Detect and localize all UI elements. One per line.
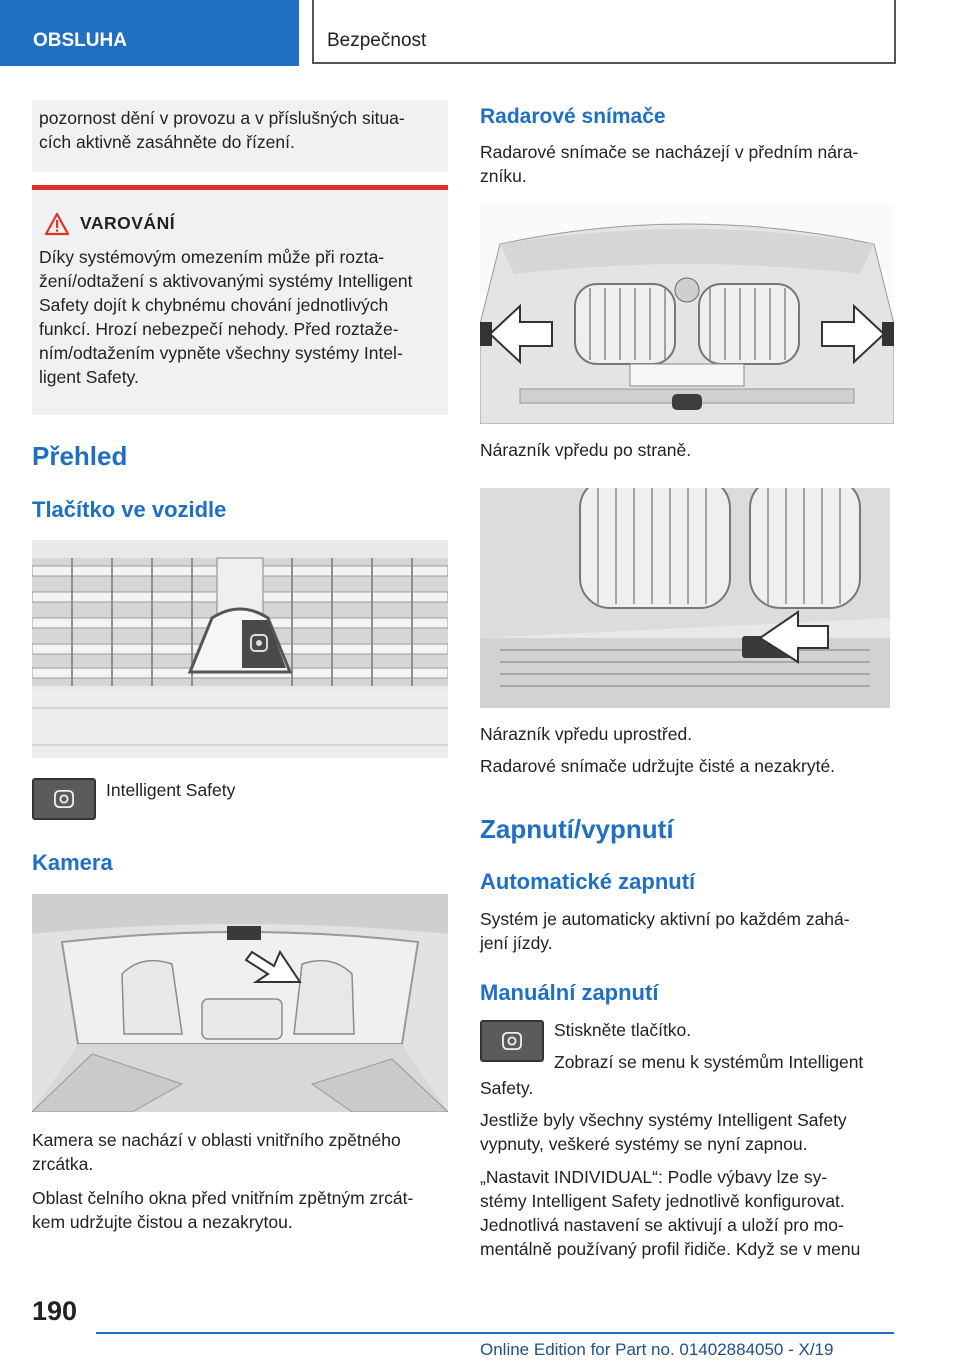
heading-camera: Kamera bbox=[32, 850, 113, 875]
intelligent-safety-button-icon bbox=[32, 778, 96, 820]
section-tab: OBSLUHA bbox=[0, 0, 299, 66]
intro-text bbox=[39, 106, 405, 154]
warning-triangle-icon bbox=[44, 212, 70, 236]
front-bumper-side-image bbox=[480, 204, 894, 424]
grille-button-image bbox=[32, 540, 448, 758]
text-line: Kamera se nachází v oblasti vnitřního zpětného bbox=[32, 1130, 401, 1150]
caption-bumper-center: Nárazník vpředu uprostřed. bbox=[480, 724, 693, 744]
warning-box bbox=[32, 190, 448, 415]
text-line: Safety dojít k chybnému chování jednotlivých bbox=[39, 295, 389, 315]
text-line: Radarové snímače se nacházejí v předním nára- bbox=[480, 142, 859, 162]
text-line: jení jízdy. bbox=[480, 933, 553, 953]
text-line: cích aktivně zasáhněte do řízení. bbox=[39, 132, 295, 152]
camera-clean-text bbox=[32, 1186, 413, 1234]
manual-all-on-text bbox=[480, 1108, 847, 1156]
camera-interior-image bbox=[32, 894, 448, 1112]
heading-overview: Přehled bbox=[32, 441, 128, 471]
warning-title: VAROVÁNÍ bbox=[80, 213, 176, 233]
text-line: Systém je automaticky aktivní po každém zahá- bbox=[480, 909, 850, 929]
text-line: Jestliže byly všechny systémy Intelligent Safety bbox=[480, 1110, 847, 1130]
heading-radar: Radarové snímače bbox=[480, 105, 666, 128]
manual-individual-text bbox=[480, 1165, 860, 1261]
manual-step-2-cont: Safety. bbox=[480, 1078, 534, 1098]
text-line: funkcí. Hrozí nebezpečí nehody. Před roztaže- bbox=[39, 319, 399, 339]
manual-step-1: Stiskněte tlačítko. bbox=[554, 1020, 692, 1040]
text-line: Díky systémovým omezením může při rozta- bbox=[39, 247, 385, 267]
heading-manual-on: Manuální zapnutí bbox=[480, 980, 659, 1005]
heading-button-in-vehicle: Tlačítko ve vozidle bbox=[32, 497, 227, 522]
footer-divider bbox=[96, 1332, 894, 1334]
text-line: pozornost dění v provozu a v příslušných situa- bbox=[39, 108, 405, 128]
radar-clean-text: Radarové snímače udržujte čisté a nezakryté. bbox=[480, 756, 836, 776]
radar-location-text bbox=[480, 140, 858, 188]
manual-step-2: Zobrazí se menu k systémům Intelligent bbox=[554, 1052, 864, 1072]
text-line: žení/odtažení s aktivovanými systémy Intelligent bbox=[39, 271, 413, 291]
text-line: ligent Safety. bbox=[39, 367, 139, 387]
intelligent-safety-button-icon-manual bbox=[480, 1020, 544, 1062]
intro-box bbox=[32, 100, 448, 172]
page-number: 190 bbox=[32, 1296, 78, 1326]
warning-text bbox=[39, 245, 413, 389]
heading-automatic-on: Automatické zapnutí bbox=[480, 869, 696, 894]
text-line: Oblast čelního okna před vnitřním zpětným zrcát- bbox=[32, 1188, 414, 1208]
text-line: Jednotlivá nastavení se aktivují a uloží pro mo- bbox=[480, 1215, 844, 1235]
caption-bumper-side: Nárazník vpředu po straně. bbox=[480, 440, 692, 460]
auto-on-text bbox=[480, 907, 850, 955]
text-line: zníku. bbox=[480, 166, 527, 186]
text-line: ním/odtažením vypněte všechny systémy Intel- bbox=[39, 343, 403, 363]
chapter-tab: Bezpečnost bbox=[312, 0, 896, 64]
camera-location-text bbox=[32, 1128, 401, 1176]
edition-note: Online Edition for Part no. 01402884050 - X/19 bbox=[480, 1340, 834, 1359]
text-line: mentálně používaný profil řidiče. Když se v menu bbox=[480, 1239, 861, 1259]
text-line: stémy Intelligent Safety jednotlivě konfigurovat. bbox=[480, 1191, 845, 1211]
button-caption: Intelligent Safety bbox=[106, 780, 236, 800]
text-line: kem udržujte čistou a nezakrytou. bbox=[32, 1212, 293, 1232]
text-line: „Nastavit INDIVIDUAL“: Podle výbavy lze sy- bbox=[480, 1167, 828, 1187]
heading-on-off: Zapnutí/vypnutí bbox=[480, 814, 674, 844]
text-line: vypnuty, veškeré systémy se nyní zapnou. bbox=[480, 1134, 808, 1154]
text-line: zrcátka. bbox=[32, 1154, 94, 1174]
front-bumper-center-image bbox=[480, 488, 890, 708]
